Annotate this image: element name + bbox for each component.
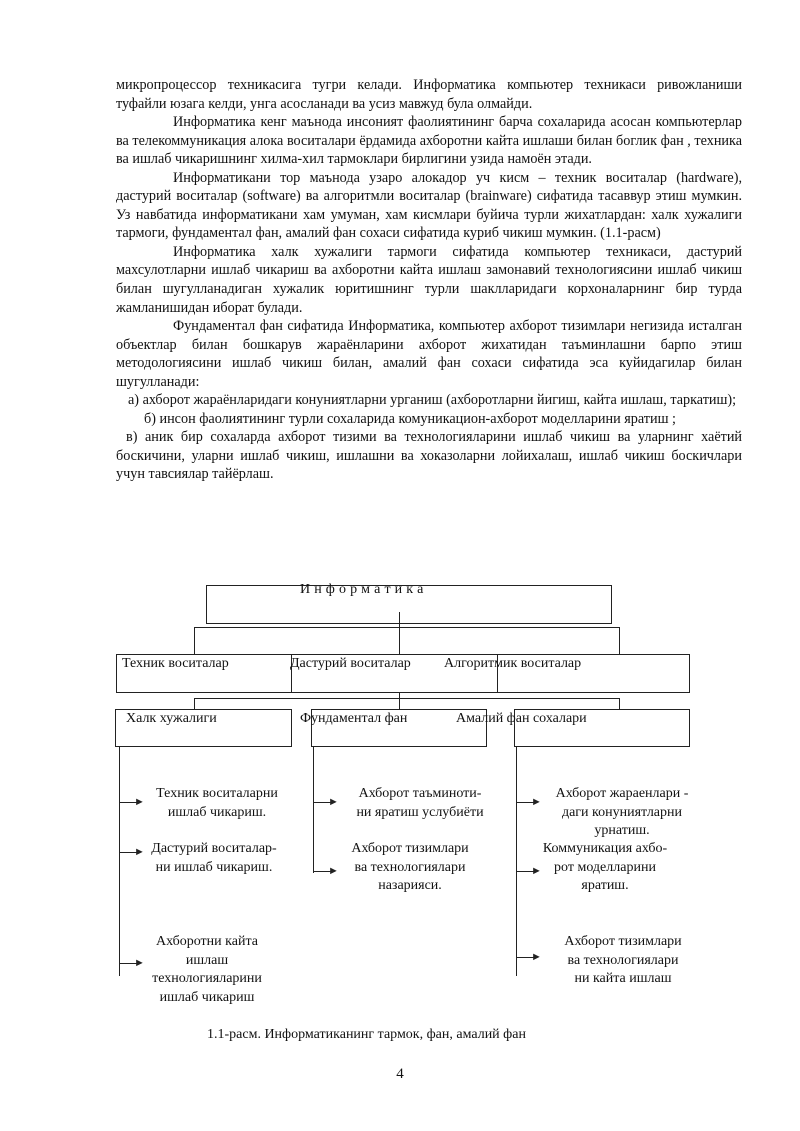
connector (194, 627, 620, 628)
connector (399, 693, 400, 709)
diagram-title: И н ф о р м а т и к а (300, 582, 424, 597)
paragraph-5: Фундаментал фан сифатида Информатика, компьютер ахборот тизимлари негизида исталган объектлар билан бошкарув жараёнларини ахборот жихатидан таъминлашни барпо этиш методологиясини ишлаб чикиш билан, амалий фан сохаси сифатида эса куйидагилар билан шугулланади: (116, 318, 742, 390)
arrow-right-icon: ► (328, 796, 339, 808)
list-item-c: в) аник бир сохаларда ахборот тизими ва технологияларини ишлаб чикиш ва уларнинг хаётий боскичини, уларни ишлаб чикиш, ишлашни ва хоказоларни лойихалаш, ишлаб чикиш боскичлари учун тавсиялар тайёрлаш. (116, 429, 742, 483)
algorithmic-tools-label: Алгоритмик воситалар (444, 656, 582, 671)
col2-item-1: Ахборот таъминоти- ни яратиш услубиёти (356, 786, 484, 820)
paragraph-2: Информатика кенг маънода инсоният фаолиятининг барча сохаларида асосан компьютерлар ва телекоммуникация алока воситалари ёрдамида ахборотни кайта ишлаши билан боглик фан , техника ва ишлаб чикаришнинг хилма-хил тармоклари бирлигини узида намоён этади. (116, 114, 742, 168)
arrow-right-icon: ► (531, 865, 542, 877)
paragraph-4: Информатика халк хужалиги тармоги сифатида компьютер техникаси, дастурий махсулотларни ишлаб чикариш ва ахборотни кайта ишлаш замонавий технологиясини ишлаб чикиш билан шугулланадиган хужалик юритишнинг турли шаклларидаги корхоналарнинг бир турда жамланишидан иборат булади. (116, 243, 742, 316)
connector (619, 627, 620, 654)
connector (399, 612, 400, 655)
col3-item-1: Ахборот жараенлари - даги конуниятларни урнатиш. (555, 786, 689, 838)
col3-item-3: Ахборот тизимлари ва технологиялари ни кайта ишлаш (564, 934, 682, 986)
connector (194, 627, 195, 654)
connector (194, 698, 195, 709)
col1-item-2: Дастурий воситалар- ни ишлаб чикариш. (151, 841, 277, 875)
arrow-right-icon: ► (531, 951, 542, 963)
connector (194, 698, 620, 699)
paragraph-1: микропроцессор техникасига тугри келади. Информатика компьютер техникаси ривожланиши туфайли юзага келди, унга асосланади ва усиз мавжуд була олмайди. (116, 77, 742, 112)
col1-item-3: Ахборотни кайта ишлаш технологияларини ишлаб чикариш (152, 934, 262, 1005)
arrow-right-icon: ► (134, 957, 145, 969)
arrow-right-icon: ► (328, 865, 339, 877)
connector (619, 698, 620, 709)
fundamental-science-label: Фундаментал фан (300, 711, 408, 726)
column-1-trunk (119, 747, 120, 976)
col1-item-1: Техник воситаларни ишлаб чикариш. (156, 786, 278, 820)
list-item-a: а) ахборот жараёнларидаги конуниятларни урганиш (ахборотларни йигиш, кайта ишлаш, таркатиш); (128, 392, 737, 409)
page-number: 4 (396, 1066, 404, 1082)
col3-item-2: Коммуникация ахбо- рот моделларини яратиш. (542, 841, 668, 893)
figure-caption: 1.1-расм. Информатиканинг тармок, фан, амалий фан (207, 1027, 526, 1042)
technical-tools-label: Техник воситалар (122, 656, 229, 671)
arrow-right-icon: ► (134, 796, 145, 808)
list-item-b: б) инсон фаолиятининг турли сохаларида комуникацион-ахборот моделларини яратиш ; (144, 410, 677, 427)
col2-item-2: Ахборот тизимлари ва технологиялари назарияси. (351, 841, 469, 893)
arrow-right-icon: ► (134, 846, 145, 858)
national-economy-label: Халк хужалиги (126, 711, 217, 726)
column-2-trunk (313, 747, 314, 873)
software-tools-label: Дастурий воситалар (290, 656, 411, 671)
paragraph-3: Информатикани тор маънода узаро алокадор уч кисм – техник воситалар (hardware), дастурий воситалар (software) ва алгоритмли воситалар (brainware) сифатида тасаввур этиш мумкин. Уз навбатида информатикани хам умуман, хам кисмлари буйича турли жихатлардан: халк хужалиги тармоги, фундаментал фан, амалий фан сохаси сифатида куриб чикиш мумкин. (1.1-расм) (116, 169, 742, 242)
column-3-trunk (516, 747, 517, 976)
arrow-right-icon: ► (531, 796, 542, 808)
applied-science-label: Амалий фан сохалари (456, 711, 587, 726)
